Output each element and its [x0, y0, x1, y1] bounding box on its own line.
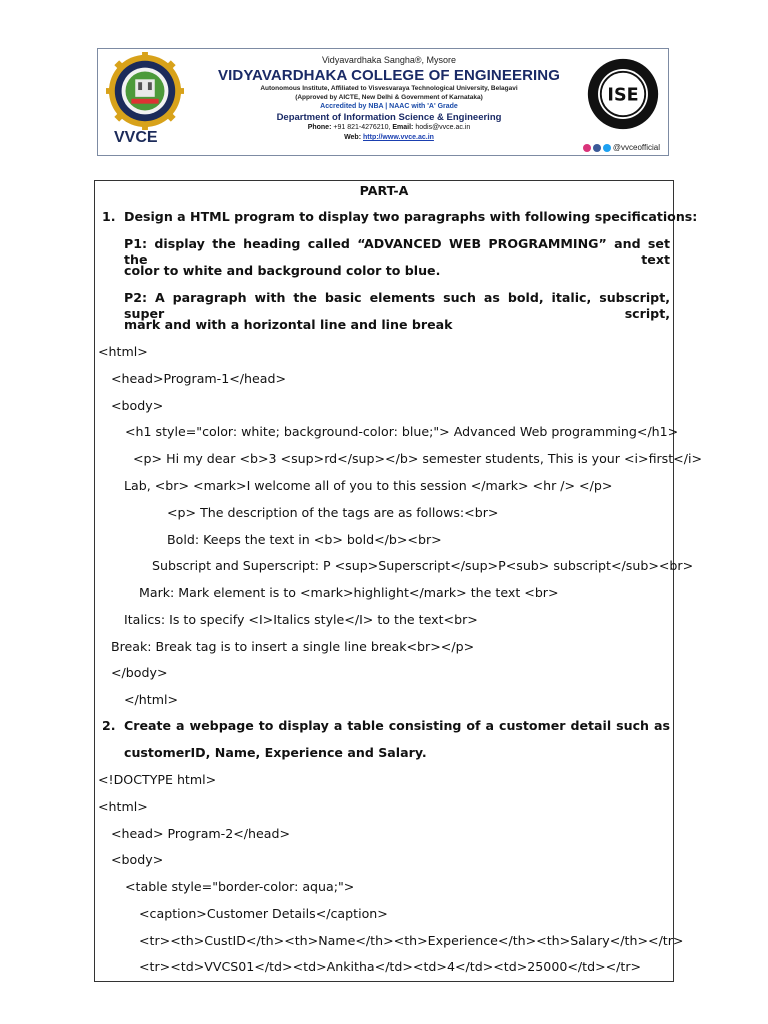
code1-line: <p> The description of the tags are as follows:<br> [167, 505, 499, 520]
letterhead [97, 48, 669, 156]
code1-line: Bold: Keeps the text in <b> bold</b><br> [167, 532, 442, 547]
code1-line: Italics: Is to specify <I>Italics style</I> to the text<br> [124, 612, 478, 627]
code2-line: <caption>Customer Details</caption> [139, 906, 388, 921]
contact-line [196, 123, 582, 133]
code1-line: <p> Hi my dear <b>3 <sup>rd</sup></b> semester students, This is your <i>first</i> [133, 451, 703, 466]
code1-line: Mark: Mark element is to <mark>highlight</mark> the text <br> [139, 585, 559, 600]
q1-p2-line2: mark and with a horizontal line and line break [124, 317, 453, 332]
q2-line2: customerID, Name, Experience and Salary. [124, 745, 427, 760]
part-title: PART-A [359, 183, 409, 198]
web-line [196, 133, 582, 143]
email-label: Email: [392, 124, 414, 131]
social-links [583, 143, 660, 152]
twitter-icon[interactable] [603, 144, 611, 152]
q1-p1-line1: P1: display the heading called “ADVANCED WEB PROGRAMMING” and set the text [124, 236, 670, 267]
approval: (Approved by AICTE, New Delhi & Government of Karnataka) [295, 94, 483, 101]
instagram-icon[interactable] [583, 144, 591, 152]
website-link[interactable]: http://www.vvce.ac.in [363, 134, 434, 141]
college-name: VIDYAVARDHAKA COLLEGE OF ENGINEERING [218, 67, 560, 84]
phone-label: Phone: [307, 124, 332, 131]
web-label: Web: [344, 134, 362, 141]
phone-number: +91 821-4276210, [333, 124, 391, 131]
q2-number: 2. [102, 718, 116, 733]
code1-line: Break: Break tag is to insert a single line break<br></p> [111, 639, 475, 654]
email-address: hodis@vvce.ac.in [415, 124, 471, 131]
code1-line: Subscript and Superscript: P <sup>Superscript</sup>P<sub> subscript</sub><br> [152, 558, 694, 573]
code2-line: <tr><th>CustID</th><th>Name</th><th>Experience</th><th>Salary</th></tr> [139, 933, 684, 948]
code1-line: <head>Program-1</head> [111, 371, 287, 386]
college-emblem-icon [106, 52, 184, 130]
ise-seal-icon [586, 57, 660, 131]
department-name: Department of Information Science & Engineering [276, 112, 502, 123]
code1-line: </body> [111, 665, 168, 680]
q1-p1-line2: color to white and background color to blue. [124, 263, 441, 278]
document-content [94, 180, 703, 982]
code2-line: <html> [98, 799, 148, 814]
code2-line: <tr><td>VVCS01</td><td>Ankitha</td><td>4</td><td>25000</td></tr> [139, 959, 642, 974]
accreditation: Accredited by NBA | NAAC with 'A' Grade [320, 103, 458, 110]
code2-line: <table style="border-color: aqua;"> [125, 879, 355, 894]
affiliation: Autonomous Institute, Affiliated to Visvesvaraya Technological University, Belagavi [260, 85, 518, 92]
code1-line: <body> [111, 398, 164, 413]
code2-line: <body> [111, 852, 164, 867]
q2-line1: Create a webpage to display a table consisting of a customer detail such as [124, 718, 670, 733]
q1-heading: Design a HTML program to display two paragraphs with following specifications: [124, 209, 698, 224]
logo-left-text: VVCE [114, 129, 158, 146]
code2-line: <head> Program-2</head> [111, 826, 291, 841]
code1-line: <html> [98, 344, 148, 359]
code1-line: </html> [124, 692, 179, 707]
social-handle: @vvceofficial [612, 143, 660, 152]
code2-line: <!DOCTYPE html> [98, 772, 217, 787]
facebook-icon[interactable] [593, 144, 601, 152]
code1-line: <h1 style="color: white; background-color: blue;"> Advanced Web programming</h1> [125, 424, 679, 439]
code1-line: Lab, <br> <mark>I welcome all of you to this session </mark> <hr /> </p> [124, 478, 613, 493]
sangha-name: Vidyavardhaka Sangha®, Mysore [321, 55, 457, 65]
q1-p2-line1: P2: A paragraph with the basic elements such as bold, italic, subscript, super script, [124, 290, 670, 321]
q1-number: 1. [102, 209, 116, 224]
letterhead-text [196, 49, 582, 143]
ise-seal-text: ISE [607, 85, 639, 106]
